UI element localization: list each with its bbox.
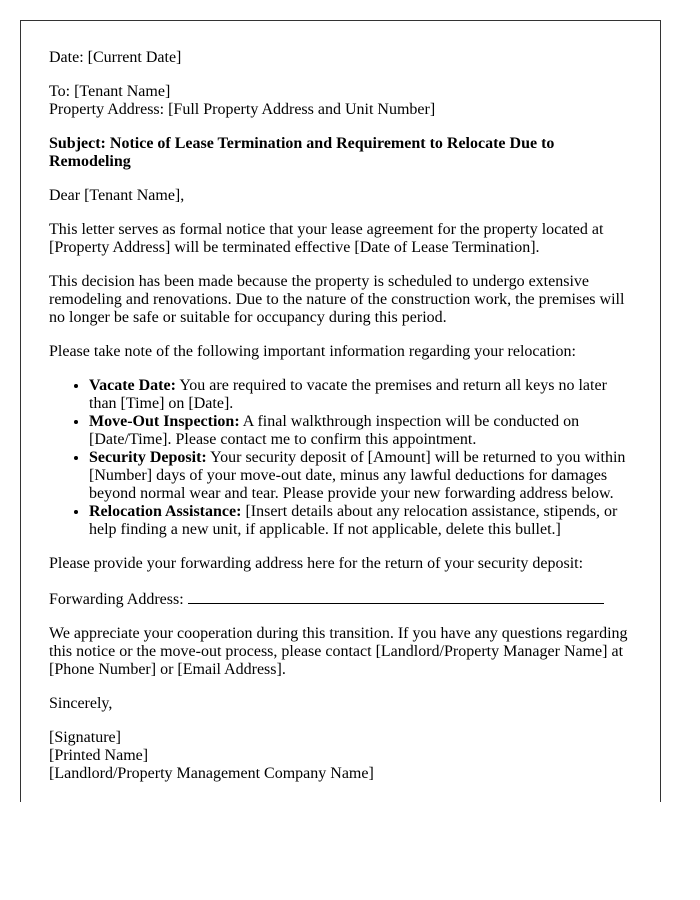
list-item-text: [Insert details about any relocation assistance, stipends, or help finding a new unit, if applicable. If not applicable, delete this bullet.] — [89, 503, 618, 538]
list-item-text: You are required to vacate the premises and return all keys no later than [Time] on [Date]. — [89, 377, 607, 412]
to-line: To: [Tenant Name] — [49, 83, 171, 100]
company-name-line: [Landlord/Property Management Company Name] — [49, 765, 374, 782]
list-item-label: Security Deposit: — [89, 449, 207, 466]
sign-off: Sincerely, — [49, 695, 113, 712]
signature-block — [49, 729, 632, 783]
list-item-move-out-inspection — [89, 413, 632, 449]
forwarding-prompt: Please provide your forwarding address here for the return of your security deposit: — [49, 555, 584, 572]
paragraph-notice: This letter serves as formal notice that your lease agreement for the property located at [Property Address] will be terminated effective [Date of Lease Termination]. — [49, 221, 604, 256]
list-item-relocation-assistance — [89, 503, 632, 539]
forwarding-address-label: Forwarding Address: — [49, 591, 188, 608]
property-address-line: Property Address: [Full Property Address and Unit Number] — [49, 101, 436, 118]
paragraph-intro-list: Please take note of the following important information regarding your relocation: — [49, 343, 576, 360]
subject-line: Subject: Notice of Lease Termination and Requirement to Relocate Due to Remodeling — [49, 135, 555, 170]
list-item-text: A final walkthrough inspection will be conducted on [Date/Time]. Please contact me to confirm this appointment. — [89, 413, 580, 448]
recipient-block — [49, 83, 632, 119]
salutation: Dear [Tenant Name], — [49, 187, 185, 204]
list-item-vacate-date — [89, 377, 632, 413]
list-item-label: Move-Out Inspection: — [89, 413, 240, 430]
list-item-security-deposit — [89, 449, 632, 503]
date-line: Date: [Current Date] — [49, 49, 182, 66]
list-item-label: Relocation Assistance: — [89, 503, 242, 520]
list-item-text: Your security deposit of [Amount] will be returned to you within [Number] days of your move-out date, minus any lawful deductions for damages beyond normal wear and tear. Please provide your new forwarding address below. — [89, 449, 626, 502]
forwarding-address-blank[interactable] — [188, 589, 604, 604]
letter-page — [20, 20, 661, 802]
list-item-label: Vacate Date: — [89, 377, 176, 394]
closing-paragraph: We appreciate your cooperation during this transition. If you have any questions regarding this notice or the move-out process, please contact [Landlord/Property Manager Name] at [Phone Number] or [Email Address]. — [49, 625, 628, 678]
paragraph-reason: This decision has been made because the property is scheduled to undergo extensive remodeling and renovations. Due to the nature of the construction work, the premises will no longer be safe or suitable for occupancy during this period. — [49, 273, 625, 326]
printed-name-line: [Printed Name] — [49, 747, 149, 764]
relocation-info-list — [49, 377, 632, 539]
forwarding-address-row — [49, 589, 632, 609]
signature-line: [Signature] — [49, 729, 121, 746]
